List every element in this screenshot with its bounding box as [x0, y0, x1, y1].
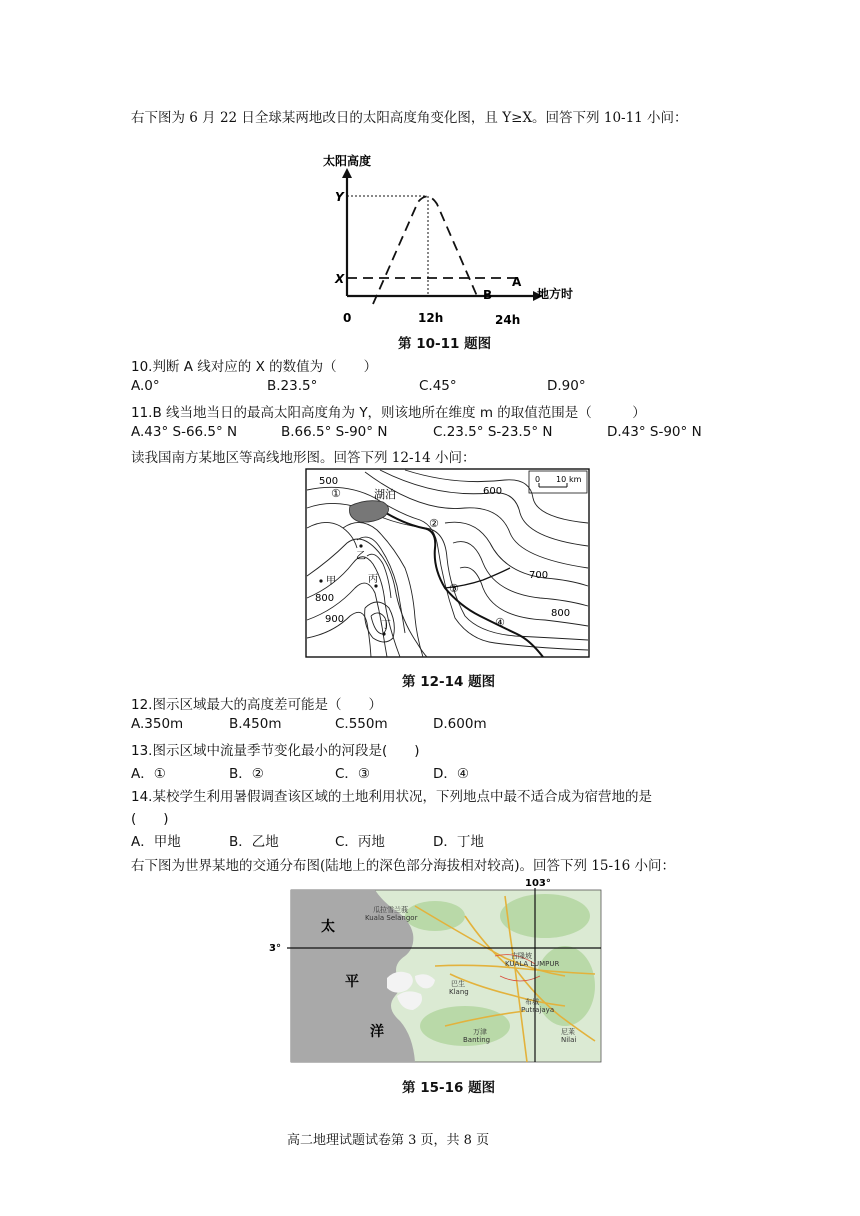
label-jia: 甲	[326, 576, 336, 587]
q12-option-d: D.600m	[433, 716, 487, 732]
scale-ten: 10	[556, 475, 567, 484]
label-Y: Y	[335, 190, 344, 204]
tick-24h: 24h	[495, 313, 521, 327]
q12-option-c: C.550m	[335, 716, 388, 732]
q14-option-c: C．丙地	[335, 834, 385, 850]
city-kuala-selangor-en: Kuala Selangor	[365, 914, 418, 922]
contour-label-900: 900	[325, 614, 345, 625]
point-ding	[382, 632, 385, 635]
q11-option-d: D.43° S-90° N	[607, 424, 702, 440]
marker-1: ①	[331, 487, 341, 500]
transport-map-figure	[265, 876, 605, 1066]
y-axis-label: 太阳高度	[323, 154, 372, 168]
question-10-stem: 10.判断 A 线对应的 X 的数值为（ ）	[131, 359, 378, 375]
question-14-stem-cont: ( )	[131, 811, 169, 827]
longitude-label: 103°	[525, 878, 551, 889]
q13-option-d: D．④	[433, 766, 469, 782]
intro-text-q10-11: 右下图为 6 月 22 日全球某两地改日的太阳高度角变化图，且 Y≥X。回答下列 10-11 小问：	[131, 110, 688, 126]
label-ding: 丁	[381, 620, 391, 631]
marker-4: ④	[495, 616, 505, 629]
city-banting-en: Banting	[463, 1036, 491, 1044]
scale-zero: 0	[535, 475, 541, 484]
contour-label-700: 700	[529, 570, 549, 581]
intro-text-q12-14: 读我国南方某地区等高线地形图。回答下列 12-14 小问：	[131, 450, 476, 466]
label-A: A	[512, 275, 522, 289]
ocean-char-3: 洋	[370, 1024, 384, 1040]
q14-option-d: D．丁地	[433, 834, 484, 850]
city-putrajaya-cn: 布城	[525, 998, 539, 1006]
intro-text-q15-16: 右下图为世界某地的交通分布图(陆地上的深色部分海拔相对较高)。回答下列 15-16 小问：	[131, 858, 676, 874]
figure-caption-12-14: 第 12-14 题图	[402, 674, 496, 690]
point-yi	[359, 544, 362, 547]
label-X: X	[335, 272, 345, 286]
tick-12h: 12h	[418, 311, 444, 325]
q10-option-d: D.90°	[547, 378, 586, 394]
q12-option-b: B.450m	[229, 716, 282, 732]
city-putrajaya-en: Putrajaya	[521, 1006, 555, 1014]
label-bing: 丙	[368, 574, 378, 585]
city-klang-en: Klang	[449, 988, 469, 996]
line-B	[373, 196, 477, 304]
point-jia	[319, 579, 322, 582]
contour-map-figure	[305, 468, 590, 658]
q13-option-b: B．②	[229, 766, 264, 782]
latitude-label: 3°	[269, 943, 281, 954]
contour-label-800-west: 800	[315, 593, 335, 604]
label-B: B	[483, 288, 493, 302]
question-12-stem: 12.图示区域最大的高度差可能是（ ）	[131, 697, 382, 713]
q10-option-b: B.23.5°	[267, 378, 318, 394]
marker-2: ②	[429, 517, 439, 530]
contour-label-800-east: 800	[551, 608, 571, 619]
page-footer: 高二地理试题试卷第 3 页，共 8 页	[287, 1133, 490, 1148]
city-kuala-lumpur-en: KUALA LUMPUR	[505, 960, 560, 968]
label-yi: 乙	[356, 551, 366, 562]
q10-option-c: C.45°	[419, 378, 457, 394]
contour-label-500: 500	[319, 476, 339, 487]
q13-option-c: C．③	[335, 766, 371, 782]
q14-option-b: B．乙地	[229, 834, 279, 850]
lake-label: 湖泊	[374, 488, 396, 501]
x-axis-label: 地方时	[537, 287, 574, 301]
q11-option-b: B.66.5° S-90° N	[281, 424, 388, 440]
origin-label: 0	[343, 311, 352, 325]
city-kuala-lumpur-cn: 吉隆坡	[511, 952, 532, 960]
city-banting-cn: 万津	[473, 1028, 487, 1036]
question-11-stem: 11.B 线当地当日的最高太阳高度角为 Y，则该地所在维度 m 的取值范围是（ ）	[131, 405, 646, 421]
q14-option-a: A．甲地	[131, 834, 181, 850]
q11-option-c: C.23.5° S-23.5° N	[433, 424, 553, 440]
city-kuala-selangor-cn: 瓜拉雪兰莪	[373, 906, 408, 914]
q10-option-a: A.0°	[131, 378, 160, 394]
city-klang-cn: 巴生	[451, 980, 465, 988]
ocean-char-1: 太	[321, 919, 335, 935]
q13-option-a: A．①	[131, 766, 166, 782]
city-nilai-en: Nilai	[561, 1036, 577, 1044]
question-14-stem: 14.某校学生利用暑假调查该区域的土地利用状况，下列地点中最不适合成为宿营地的是	[131, 789, 652, 805]
figure-caption-10-11: 第 10-11 题图	[398, 336, 492, 352]
contour-label-600: 600	[483, 486, 503, 497]
marker-3: ③	[449, 582, 459, 595]
q11-option-a: A.43° S-66.5° N	[131, 424, 238, 440]
city-nilai-cn: 尼莱	[561, 1028, 575, 1036]
question-13-stem: 13.图示区域中流量季节变化最小的河段是( )	[131, 743, 420, 759]
ocean-char-2: 平	[345, 974, 359, 990]
figure-caption-15-16: 第 15-16 题图	[402, 1080, 496, 1096]
q12-option-a: A.350m	[131, 716, 184, 732]
solar-altitude-figure	[315, 150, 585, 330]
y-axis-arrow	[342, 168, 352, 178]
scale-unit: km	[569, 475, 582, 484]
